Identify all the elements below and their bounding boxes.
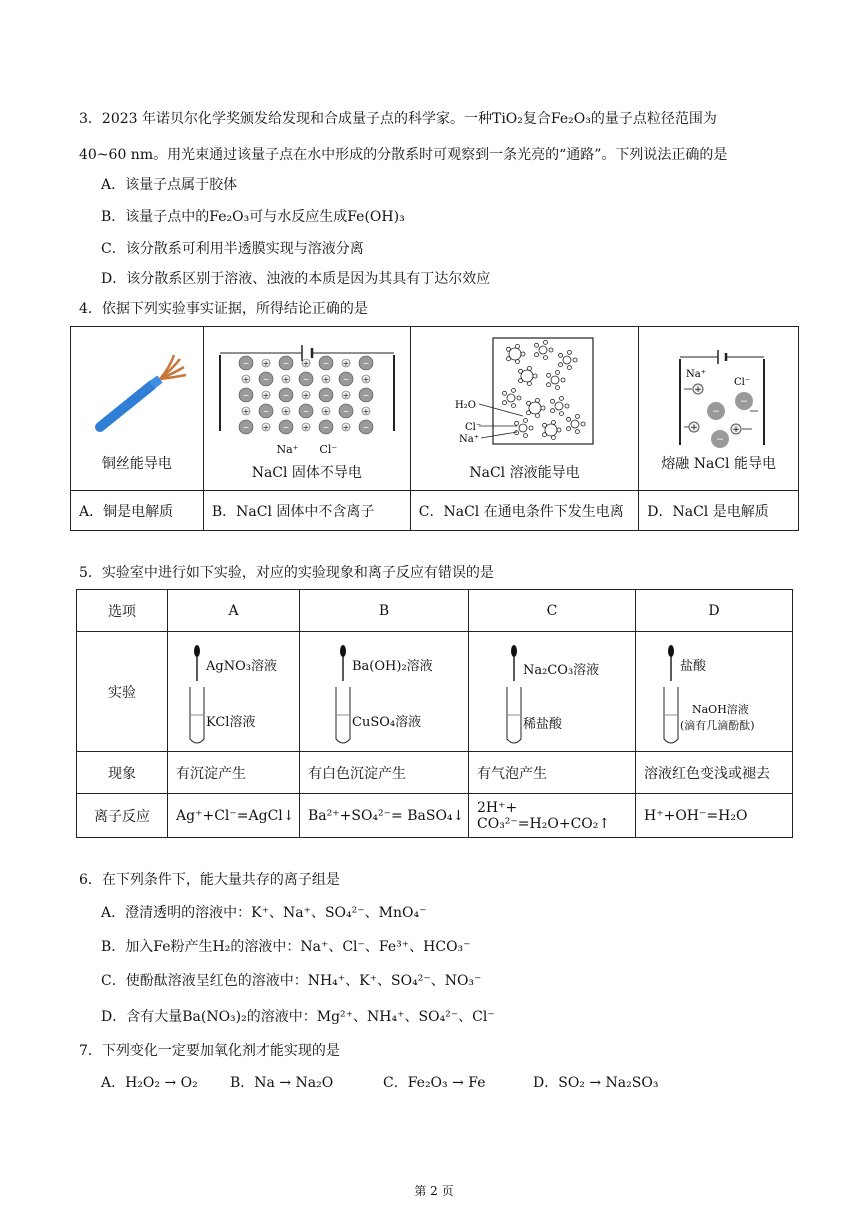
- water-molecule: [551, 420, 555, 424]
- water-molecule: [558, 353, 562, 357]
- water-molecule: [546, 373, 550, 377]
- cl-label-3: Cl⁻: [733, 376, 750, 388]
- q5-equation-d: H⁺+OH⁻=H₂O: [636, 794, 793, 838]
- ion-charge-sign: −: [242, 423, 250, 432]
- ion-charge-sign: +: [302, 423, 310, 432]
- reagent-bottom-c: 稀盐酸: [523, 716, 563, 732]
- ion-charge-sign: −: [262, 375, 270, 384]
- q5-header-d: D: [636, 590, 793, 632]
- q4-cell-solid: [203, 327, 410, 491]
- reagent-top-c: Na₂CO₃溶液: [523, 662, 600, 678]
- q5-exp-c: [469, 632, 636, 752]
- q4-table: [70, 326, 799, 531]
- water-molecule: [511, 403, 515, 407]
- q6-option-d: D．含有大量Ba(NO₃)₂的溶液中：Mg²⁺、NH₄⁺、SO₄²⁻、Cl⁻: [101, 1009, 495, 1025]
- ion-charge-sign: +: [282, 375, 290, 384]
- svg-text:−: −: [715, 434, 724, 445]
- water-molecule: [533, 374, 537, 378]
- water-molecule: [506, 347, 510, 351]
- ion-charge-sign: −: [242, 391, 250, 400]
- ion-charge-sign: −: [362, 423, 370, 432]
- svg-text:+: +: [689, 422, 698, 433]
- q5-exp-d: [636, 632, 793, 752]
- na-label-3: Na⁺: [685, 368, 706, 380]
- water-molecule: [517, 396, 521, 400]
- ion-charge-sign: −: [362, 391, 370, 400]
- water-molecule: [567, 350, 571, 354]
- ion-charge-sign: −: [322, 359, 330, 368]
- ion-charge-sign: +: [342, 391, 350, 400]
- ion-charge-sign: +: [242, 407, 250, 416]
- q4-caption-d: 熔融 NaCl 能导电: [661, 455, 776, 472]
- q5-exp-a: [168, 632, 300, 752]
- water-molecule: [523, 418, 527, 422]
- ion-charge-sign: +: [282, 407, 290, 416]
- reagent-top-d: 盐酸: [680, 658, 707, 674]
- ion-charge-sign: +: [342, 423, 350, 432]
- svg-text:−: −: [739, 396, 748, 407]
- q4-stem: 4．依据下列实验事实证据，所得结论正确的是: [79, 301, 368, 317]
- q5-stem: 5．实验室中进行如下实验，对应的实验现象和离子反应有错误的是: [79, 565, 494, 581]
- water-molecule: [555, 385, 559, 389]
- water-molecule: [529, 426, 533, 430]
- water-molecule: [534, 343, 538, 347]
- q3-line2: 40~60 nm。用光束通过该量子点在水中形成的分散系时可观察到一条光亮的“通路”。下列说法正确的是: [79, 147, 728, 163]
- q3-option-a: A．该量子点属于胶体: [101, 177, 238, 193]
- water-molecule: [550, 399, 554, 403]
- ion-charge-sign: −: [282, 359, 290, 368]
- ion-charge-sign: −: [342, 375, 350, 384]
- water-molecule: [581, 422, 585, 426]
- water-molecule: [573, 358, 577, 362]
- q5-row-reaction: 离子反应: [77, 794, 168, 838]
- water-molecule: [527, 381, 531, 385]
- na-label: Na⁺: [276, 443, 299, 456]
- water-molecule: [515, 344, 519, 348]
- svg-text:−: −: [711, 406, 720, 417]
- water-molecule: [575, 414, 579, 418]
- q4-cell-copper: [71, 327, 204, 491]
- q5-header-c: C: [469, 590, 636, 632]
- water-molecule: [566, 417, 570, 421]
- hydrated-ion: [571, 420, 579, 428]
- q4-cell-molten: [639, 327, 799, 491]
- q4-caption-b: NaCl 固体不导电: [251, 465, 362, 481]
- q5-phenomenon-a: 有沉淀产生: [168, 752, 300, 794]
- q7-option-b: B．Na → Na₂O: [230, 1075, 334, 1091]
- q3-option-d: D．该分散系区别于溶液、浊液的本质是因为其具有丁达尔效应: [101, 271, 491, 287]
- ion-charge-sign: +: [362, 375, 370, 384]
- q3-option-c: C．该分散系可利用半透膜实现与溶液分离: [101, 241, 364, 257]
- reagent-top-b: Ba(OH)₂溶液: [352, 658, 433, 674]
- water-molecule: [559, 396, 563, 400]
- copper-wire-figure: [82, 345, 192, 445]
- q5-header-a: A: [168, 590, 300, 632]
- ion-charge-sign: +: [342, 359, 350, 368]
- nacl-solid-figure: [212, 335, 402, 447]
- q4-cell-solution: [410, 327, 638, 491]
- q4-conclusion-d: D．NaCl 是电解质: [639, 491, 799, 531]
- ion-charge-sign: −: [362, 359, 370, 368]
- page-number: 第 2 页: [414, 1184, 454, 1198]
- ion-charge-sign: +: [302, 359, 310, 368]
- q7-stem: 7．下列变化一定要加氧化剂才能实现的是: [79, 1043, 340, 1059]
- water-molecule: [502, 391, 506, 395]
- q7-option-c: C．Fe₂O₃ → Fe: [383, 1075, 486, 1091]
- q5-phenomenon-c: 有气泡产生: [469, 752, 636, 794]
- ion-charge-sign: +: [362, 407, 370, 416]
- q6-option-a: A．澄清透明的溶液中：K⁺、Na⁺、SO₄²⁻、MnO₄⁻: [101, 905, 427, 921]
- ion-charge-sign: +: [322, 375, 330, 384]
- water-molecule: [542, 432, 546, 436]
- water-molecule: [558, 362, 562, 366]
- q5-equation-a: Ag⁺+Cl⁻=AgCl↓: [168, 794, 300, 838]
- ion-charge-sign: −: [322, 391, 330, 400]
- reagent-bottom-d: NaOH溶液: [692, 702, 749, 716]
- q6-option-b: B．加入Fe粉产生H₂的溶液中：Na⁺、Cl⁻、Fe³⁺、HCO₃⁻: [101, 939, 471, 955]
- ion-charge-sign: +: [262, 391, 270, 400]
- ion-charge-sign: −: [262, 407, 270, 416]
- reagent-top-a: AgNO₃溶液: [206, 658, 277, 674]
- water-molecule: [559, 411, 563, 415]
- water-molecule: [526, 410, 530, 414]
- water-molecule: [566, 426, 570, 430]
- q4-caption-c: NaCl 溶液能导电: [469, 464, 580, 481]
- na-label-2: Na⁺: [458, 433, 479, 445]
- water-molecule: [546, 382, 550, 386]
- q4-conclusion-a: A．铜是电解质: [71, 491, 204, 531]
- q5-phenomenon-b: 有白色沉淀产生: [300, 752, 469, 794]
- q4-caption-a: 铜丝能导电: [101, 455, 172, 472]
- q3-option-b: B．该量子点中的Fe₂O₃可与水反应生成Fe(OH)₃: [101, 209, 405, 225]
- q5-table: [76, 589, 793, 838]
- ion-charge-sign: −: [302, 407, 310, 416]
- water-molecule: [502, 400, 506, 404]
- q6-stem: 6．在下列条件下，能大量共存的离子组是: [79, 872, 340, 888]
- hydrated-ion: [539, 346, 547, 354]
- q4-conclusion-c: C．NaCl 在通电条件下发生电离: [410, 491, 638, 531]
- water-molecule: [543, 355, 547, 359]
- q5-equation-c: 2H⁺+ CO₃²⁻=H₂O+CO₂↑: [469, 794, 636, 838]
- q7-option-a: A．H₂O₂ → O₂: [101, 1075, 198, 1091]
- water-molecule: [506, 356, 510, 360]
- reagent-bottom-b: CuSO₄溶液: [352, 714, 422, 730]
- ion-charge-sign: −: [282, 423, 290, 432]
- dropper-tube-icon: [660, 643, 682, 747]
- water-molecule: [511, 388, 515, 392]
- water-molecule: [575, 429, 579, 433]
- water-molecule: [527, 366, 531, 370]
- nacl-solution-figure: [455, 336, 595, 448]
- cl-label: Cl⁻: [319, 443, 338, 456]
- q3-line1: 3．2023 年诺贝尔化学奖颁发给发现和合成量子点的科学家。一种TiO₂复合Fe₂O₃的量子点粒径范围为: [79, 111, 717, 127]
- hydrated-ion: [551, 376, 559, 384]
- water-molecule: [565, 404, 569, 408]
- q5-header-option: 选项: [77, 590, 168, 632]
- q5-exp-b: [300, 632, 469, 752]
- q6-option-c: C．使酚酞溶液呈红色的溶液中：NH₄⁺、K⁺、SO₄²⁻、NO₃⁻: [101, 973, 482, 989]
- water-molecule: [543, 340, 547, 344]
- water-molecule: [551, 435, 555, 439]
- water-molecule: [549, 348, 553, 352]
- water-molecule: [515, 359, 519, 363]
- q4-conclusion-b: B．NaCl 固体中不含离子: [203, 491, 410, 531]
- water-molecule: [550, 408, 554, 412]
- cl-label-2: Cl⁻: [464, 421, 481, 433]
- reagent-bottom-a: KCl溶液: [206, 714, 256, 730]
- hydrated-ion: [519, 424, 527, 432]
- ion-charge-sign: −: [282, 391, 290, 400]
- ion-charge-sign: +: [262, 359, 270, 368]
- dropper-tube-icon: [503, 643, 525, 747]
- water-molecule: [534, 352, 538, 356]
- q5-phenomenon-d: 溶液红色变浅或褪去: [636, 752, 793, 794]
- ion-charge-sign: +: [262, 423, 270, 432]
- water-molecule: [542, 423, 546, 427]
- water-molecule: [518, 378, 522, 382]
- ion-charge-sign: −: [302, 375, 310, 384]
- ion-charge-sign: −: [242, 359, 250, 368]
- hydrated-ion: [507, 394, 515, 402]
- water-molecule: [535, 413, 539, 417]
- water-molecule: [526, 401, 530, 405]
- water-molecule: [514, 421, 518, 425]
- h2o-label: H₂O: [454, 399, 476, 411]
- q7-option-d: D．SO₂ → Na₂SO₃: [533, 1075, 659, 1091]
- q5-row-phenomenon: 现象: [77, 752, 168, 794]
- ion-charge-sign: −: [342, 407, 350, 416]
- hydrated-ion: [563, 356, 571, 364]
- water-molecule: [541, 406, 545, 410]
- dropper-tube-icon: [186, 643, 208, 747]
- water-molecule: [557, 428, 561, 432]
- water-molecule: [521, 352, 525, 356]
- reagent-note-d: (滴有几滴酚酞): [680, 718, 755, 732]
- dropper-tube-icon: [332, 643, 354, 747]
- svg-text:+: +: [731, 424, 740, 435]
- water-molecule: [555, 370, 559, 374]
- water-molecule: [523, 433, 527, 437]
- ion-charge-sign: +: [322, 407, 330, 416]
- water-molecule: [518, 369, 522, 373]
- ion-charge-sign: −: [322, 423, 330, 432]
- ion-charge-sign: +: [302, 391, 310, 400]
- water-molecule: [567, 365, 571, 369]
- hydrated-ion: [555, 402, 563, 410]
- water-molecule: [561, 378, 565, 382]
- ion-charge-sign: +: [242, 375, 250, 384]
- svg-text:+: +: [693, 384, 702, 395]
- q5-row-experiment: 实验: [77, 632, 168, 752]
- molten-nacl-figure: [664, 345, 774, 449]
- water-molecule: [535, 398, 539, 402]
- q5-header-b: B: [300, 590, 469, 632]
- q5-equation-b: Ba²⁺+SO₄²⁻= BaSO₄↓: [300, 794, 469, 838]
